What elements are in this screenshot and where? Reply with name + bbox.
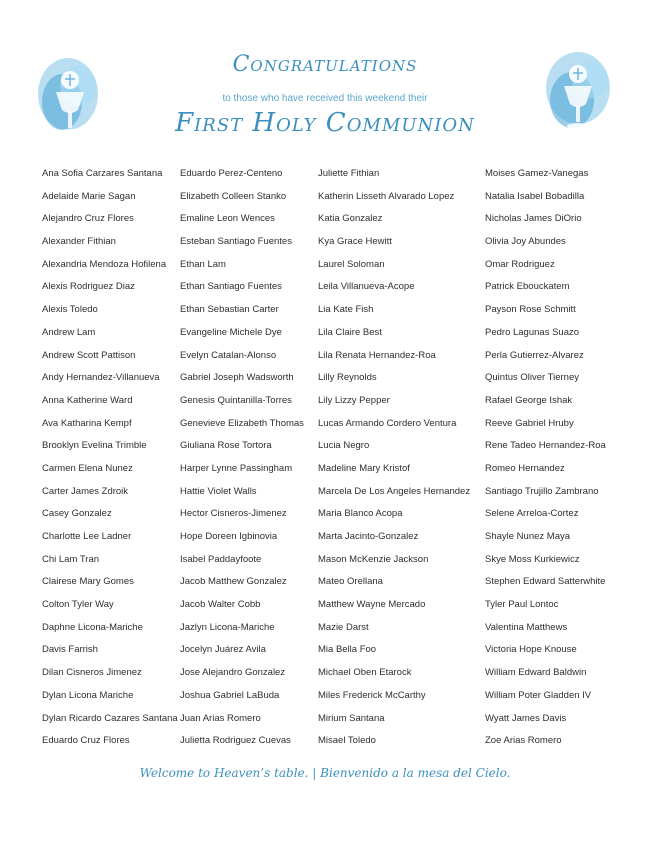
list-item: Misael Toledo xyxy=(318,735,376,747)
list-item: Andrew Scott Pattison xyxy=(42,349,136,361)
list-item: Brooklyn Evelina Trimble xyxy=(42,440,147,452)
list-item: Lucas Armando Cordero Ventura xyxy=(318,417,457,429)
list-item: Chi Lam Tran xyxy=(42,553,100,565)
list-item: Stephen Edward Satterwhite xyxy=(485,576,606,588)
list-item: Giuliana Rose Tortora xyxy=(180,440,272,452)
list-item: Casey Gonzalez xyxy=(42,508,112,520)
list-item: Leila Villanueva-Acope xyxy=(318,281,415,293)
footer-welcome: Welcome to Heaven’s table. | Bienvenido a la mesa del Cielo. xyxy=(139,766,511,780)
list-item: Eduardo Perez-Centeno xyxy=(180,168,283,179)
list-item: William Edward Baldwin xyxy=(485,667,587,679)
list-item: Dylan Ricardo Cazares Santana xyxy=(42,712,178,724)
list-item: Charlotte Lee Ladner xyxy=(42,531,132,542)
list-item: Colton Tyler Way xyxy=(42,599,114,611)
list-item: Harper Lynne Passingham xyxy=(180,462,293,474)
names-column-1 xyxy=(42,166,178,756)
list-item: Evelyn Catalan-Alonso xyxy=(180,349,277,361)
list-item: Juliette Fithian xyxy=(318,168,380,179)
list-item: Lily Lizzy Pepper xyxy=(318,394,390,406)
list-item: Lucia Negro xyxy=(318,440,370,452)
list-item: Lilly Reynolds xyxy=(318,372,377,384)
list-item: Jacob Walter Cobb xyxy=(180,599,261,611)
list-item: Lila Renata Hernandez-Roa xyxy=(318,349,436,361)
list-item: Omar Rodriguez xyxy=(485,258,555,270)
list-item: Emaline Leon Wences xyxy=(180,213,275,225)
list-item: Juan Arias Romero xyxy=(180,712,261,724)
list-item: Hope Doreen Igbinovia xyxy=(180,531,278,542)
list-item: Ethan Lam xyxy=(180,258,226,270)
list-item: Miles Frederick McCarthy xyxy=(318,689,426,701)
list-item: Ethan Sebastian Carter xyxy=(180,304,279,316)
list-item: Carmen Elena Nunez xyxy=(42,462,133,474)
list-item: Gabriel Joseph Wadsworth xyxy=(180,372,294,384)
list-item: Eduardo Cruz Flores xyxy=(42,735,130,747)
list-item: Isabel Paddayfoote xyxy=(180,553,262,565)
names-column-3 xyxy=(318,166,470,756)
list-item: Katherin Lisseth Alvarado Lopez xyxy=(318,190,455,202)
list-item: Clairese Mary Gomes xyxy=(42,576,134,588)
list-item: Nicholas James DiOrio xyxy=(485,213,582,225)
list-item: Mia Bella Foo xyxy=(318,644,377,656)
list-item: Rene Tadeo Hernandez-Roa xyxy=(485,440,606,452)
list-item: Rafael George Ishak xyxy=(485,394,573,406)
list-item: Quintus Oliver Tierney xyxy=(485,372,579,384)
list-item: Daphne Licona-Mariche xyxy=(42,621,143,633)
list-item: Genevieve Elizabeth Thomas xyxy=(180,417,304,429)
list-item: Julietta Rodriguez Cuevas xyxy=(180,735,291,747)
list-item: Skye Moss Kurkiewicz xyxy=(485,553,580,565)
list-item: Alexis Toledo xyxy=(42,304,98,316)
list-item: Marcela De Los Angeles Hernandez xyxy=(318,485,471,497)
list-item: Alexandria Mendoza Hofilena xyxy=(42,258,167,270)
list-item: Hattie Violet Walls xyxy=(180,485,257,497)
list-item: Pedro Lagunas Suazo xyxy=(485,326,580,338)
list-item: Anna Katherine Ward xyxy=(42,394,133,406)
page-title: Congratulations xyxy=(232,52,418,77)
list-item: Joshua Gabriel LaBuda xyxy=(180,689,280,701)
list-item: Jacob Matthew Gonzalez xyxy=(180,576,287,588)
list-item: Esteban Santiago Fuentes xyxy=(180,236,292,248)
list-item: Tyler Paul Lontoc xyxy=(485,599,559,611)
list-item: Moises Gamez-Vanegas xyxy=(485,168,589,179)
list-item: Michael Oben Etarock xyxy=(318,667,412,679)
list-item: Laurel Soloman xyxy=(318,258,385,270)
list-item: Marta Jacinto-Gonzalez xyxy=(318,531,419,542)
list-item: Jocelyn Juárez Avila xyxy=(180,644,266,656)
list-item: Patrick Ebouckatem xyxy=(485,281,570,293)
list-item: Kya Grace Hewitt xyxy=(318,236,392,248)
page-subtitle: to those who have received this weekend their xyxy=(222,93,428,104)
list-item: Romeo Hernandez xyxy=(485,462,565,474)
list-item: Katia Gonzalez xyxy=(318,213,383,225)
list-item: Wyatt James Davis xyxy=(485,712,567,724)
list-item: Shayle Nunez Maya xyxy=(485,531,571,542)
list-item: Mazie Darst xyxy=(318,621,369,633)
list-item: Valentina Matthews xyxy=(485,621,568,633)
list-item: Elizabeth Colleen Stanko xyxy=(180,190,287,202)
list-item: Genesis Quintanilla-Torres xyxy=(180,394,292,406)
list-item: Ethan Santiago Fuentes xyxy=(180,281,282,293)
list-item: Lila Claire Best xyxy=(318,326,382,338)
list-item: Lia Kate Fish xyxy=(318,304,374,316)
list-item: Payson Rose Schmitt xyxy=(485,304,576,316)
list-item: Dylan Licona Mariche xyxy=(42,689,134,701)
list-item: Mateo Orellana xyxy=(318,576,383,588)
list-item: Natalia Isabel Bobadilla xyxy=(485,190,585,202)
list-item: Zoe Arias Romero xyxy=(485,735,562,747)
page-heading: First Holy Communion xyxy=(175,108,475,138)
list-item: Dilan Cisneros Jimenez xyxy=(42,667,142,679)
list-item: Ana Sofia Carzares Santana xyxy=(42,168,163,179)
list-item: Evangeline Michele Dye xyxy=(180,326,282,338)
list-item: Davis Farrish xyxy=(42,644,98,656)
list-item: Alexis Rodriguez Diaz xyxy=(42,281,135,293)
list-item: Santiago Trujillo Zambrano xyxy=(485,485,599,497)
list-item: Jazlyn Licona-Mariche xyxy=(180,621,275,633)
list-item: Mason McKenzie Jackson xyxy=(318,553,429,565)
list-item: Madeline Mary Kristof xyxy=(318,462,410,474)
list-item: Maria Blanco Acopa xyxy=(318,508,403,520)
list-item: Victoria Hope Knouse xyxy=(485,644,577,656)
list-item: Alexander Fithian xyxy=(42,236,116,248)
list-item: Andy Hernandez-Villanueva xyxy=(42,372,160,384)
list-item: Alejandro Cruz Flores xyxy=(42,213,134,225)
list-item: Andrew Lam xyxy=(42,326,96,338)
list-item: Carter James Zdroik xyxy=(42,485,129,497)
list-item: William Poter Gladden IV xyxy=(485,689,592,701)
names-column-4 xyxy=(485,166,606,756)
names-column-2 xyxy=(180,166,304,756)
list-item: Hector Cisneros-Jimenez xyxy=(180,508,287,520)
list-item: Mirium Santana xyxy=(318,712,385,724)
list-item: Matthew Wayne Mercado xyxy=(318,599,426,611)
list-item: Ava Katharina Kempf xyxy=(42,417,132,429)
list-item: Reeve Gabriel Hruby xyxy=(485,417,574,429)
list-item: Perla Gutierrez-Alvarez xyxy=(485,349,584,361)
list-item: Jose Alejandro Gonzalez xyxy=(180,667,286,679)
list-item: Olivia Joy Abundes xyxy=(485,236,566,248)
list-item: Selene Arreloa-Cortez xyxy=(485,508,579,520)
list-item: Adelaide Marie Sagan xyxy=(42,190,136,202)
